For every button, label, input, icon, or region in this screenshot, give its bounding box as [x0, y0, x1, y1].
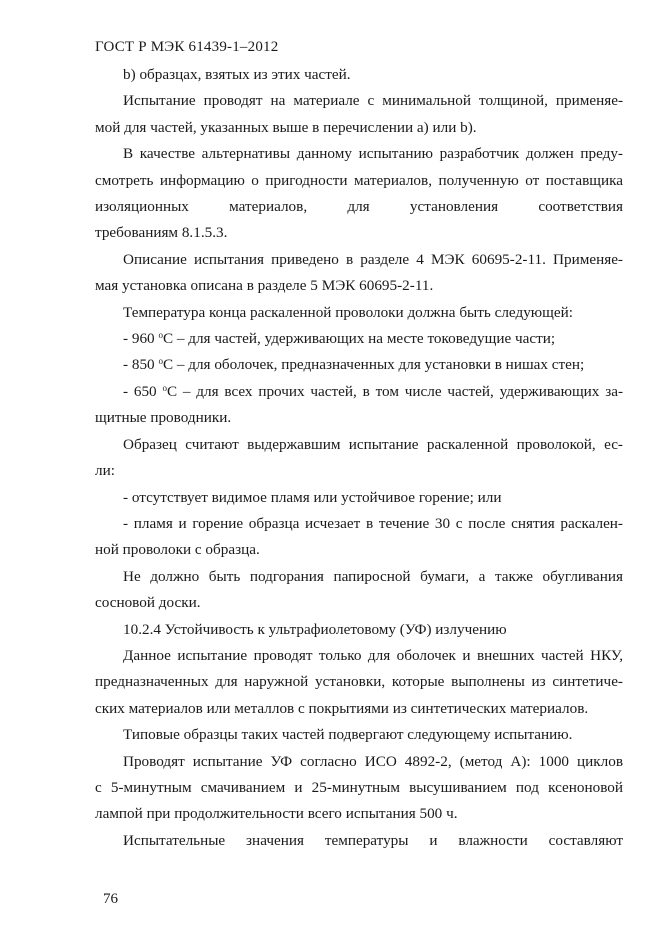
paragraph — [95, 62, 623, 88]
list-item-value: - 960 — [123, 330, 159, 348]
text-line: с 5-минутным смачиванием и 25-минутным высушиванием под ксеноновой — [95, 778, 623, 796]
text-line: Не должно быть подгорания папиросной бумаги, а также обугливания — [123, 567, 623, 585]
text-line: Данное испытание проводят только для оболочек и внешних частей НКУ, — [123, 646, 623, 664]
section-heading — [95, 617, 623, 643]
text-line: смотреть информацию о пригодности материалов, полученную от поставщика — [95, 171, 623, 189]
list-item — [95, 485, 623, 511]
text-line: - пламя и горение образца исчезает в течение 30 с после снятия раскален- — [123, 514, 623, 532]
text-line: требованиям 8.1.5.3. — [95, 224, 228, 242]
text-line: ских материалов или металлов с покрытиями из синтетических материалов. — [95, 699, 589, 717]
text-line: В качестве альтернативы данному испытанию разработчик должен преду- — [123, 145, 623, 163]
degree-sign: o — [158, 356, 163, 367]
text-line: Испытательные значения температуры и влажности составляют — [123, 831, 623, 849]
paragraph — [95, 564, 623, 617]
list-item — [95, 352, 623, 378]
list-item — [95, 511, 623, 564]
text-line: - отсутствует видимое пламя или устойчивое горение; или — [123, 488, 502, 506]
text-line: мая установка описана в разделе 5 МЭК 60695-2-11. — [95, 277, 434, 295]
text-line: Испытание проводят на материале с минимальной толщиной, применяе- — [123, 92, 623, 110]
document-body — [95, 62, 623, 854]
text-line — [95, 379, 623, 405]
degree-sign: o — [158, 330, 163, 341]
list-item — [95, 326, 623, 352]
paragraph — [95, 643, 623, 722]
text-line: Типовые образцы таких частей подвергают следующему испытанию. — [123, 726, 573, 744]
text-line: Образец считают выдержавшим испытание раскаленной проволокой, ес- — [123, 435, 623, 453]
degree-sign: o — [162, 382, 167, 393]
text-line: Температура конца раскаленной проволоки должна быть следующей: — [123, 303, 573, 321]
text-line: щитные проводники. — [95, 409, 232, 427]
list-item-value: - 650 — [123, 382, 163, 400]
text-line: мой для частей, указанных выше в перечислении a) или b). — [95, 118, 477, 136]
text-line: изоляционных материалов, для установления соответствия — [95, 198, 623, 216]
text-line: ли: — [95, 462, 115, 480]
paragraph — [95, 432, 623, 485]
section-heading-text: 10.2.4 Устойчивость к ультрафиолетовому (УФ) излучению — [123, 620, 507, 638]
list-item-text: C – для оболочек, предназначенных для установки в нишах стен; — [162, 356, 585, 374]
paragraph — [95, 749, 623, 828]
text-line: лампой при продолжительности всего испытания 500 ч. — [95, 805, 458, 823]
text-line: сосновой доски. — [95, 594, 201, 612]
paragraph — [95, 300, 623, 326]
paragraph — [95, 247, 623, 300]
text-line: Описание испытания приведено в разделе 4 МЭК 60695-2-11. Применяе- — [123, 250, 623, 268]
list-item-text: C – для всех прочих частей, в том числе частей, удерживающих за- — [166, 382, 623, 400]
list-item — [95, 379, 623, 432]
paragraph — [95, 141, 623, 247]
list-item-value: - 850 — [123, 356, 159, 374]
paragraph — [95, 722, 623, 748]
text-line: ной проволоки с образца. — [95, 541, 260, 559]
paragraph — [95, 828, 623, 854]
list-item-text: C – для частей, удерживающих на месте токоведущие части; — [162, 330, 556, 348]
page-number: 76 — [103, 891, 118, 907]
paragraph — [95, 88, 623, 141]
text-line: b) образцах, взятых из этих частей. — [123, 66, 351, 83]
document-header: ГОСТ Р МЭК 61439-1–2012 — [95, 39, 279, 55]
text-line: предназначенных для наружной установки, которые выполнены из синтетиче- — [95, 673, 623, 691]
text-line: Проводят испытание УФ согласно ИСО 4892-2, (метод А): 1000 циклов — [123, 752, 623, 770]
